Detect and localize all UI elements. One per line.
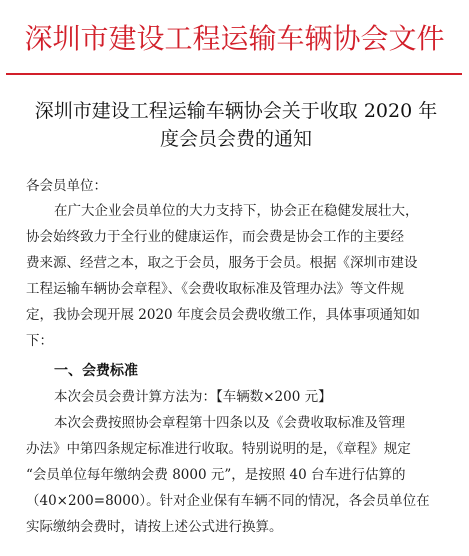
paragraph-fee-details-line: “会员单位每年缴纳会费 8000 元”，是按照 40 台车进行估算的 [26, 467, 406, 483]
paragraph-fee-details-line: 实际缴纳会费时，请按上述公式进行换算。 [26, 519, 283, 535]
paragraph-intro [26, 198, 446, 354]
document-title-line-2: 度会员会费的通知 [159, 128, 312, 150]
letterhead-divider [6, 73, 462, 75]
paragraph-intro-line: 定，我协会现开展 2020 年度会员会费收缴工作，具体事项通知如 [26, 307, 420, 323]
section-heading-fee-standard: 一、会费标准 [54, 363, 138, 379]
paragraph-fee-details-line: （40×200=8000）。针对企业保有车辆不同的情况，各会员单位在 [26, 493, 430, 509]
letterhead-title: 深圳市建设工程运输车辆协会文件 [24, 22, 445, 55]
paragraph-fee-formula-line: 本次会员会费计算方法为：【车辆数×200 元】 [54, 389, 332, 405]
paragraph-intro-line: 协会始终致力于全行业的健康运作，而会费是协会工作的主要经 [26, 229, 404, 245]
paragraph-intro-line: 在广大企业会员单位的大力支持下，协会正在稳健发展壮大， [54, 203, 419, 219]
paragraph-fee-details-line: 办法》中第四条规定标准进行收取。特别说明的是，《章程》规定 [26, 441, 411, 457]
addressee: 各会员单位： [26, 178, 107, 194]
paragraph-fee-formula [26, 384, 446, 410]
paragraph-intro-line: 工程运输车辆协会章程》、《会费收取标准及管理办法》等文件规 [26, 281, 404, 297]
paragraph-fee-details-line: 本次会费按照协会章程第十四条以及《会费收取标准及管理 [54, 415, 405, 431]
paragraph-fee-details [26, 410, 446, 540]
document-title-line-1: 深圳市建设工程运输车辆协会关于收取 2020 年 [34, 100, 438, 122]
paragraph-intro-line: 下： [26, 333, 53, 349]
document-title [26, 97, 446, 153]
paragraph-intro-line: 费来源、经营之本，取之于会员，服务于会员。根据《深圳市建设 [26, 255, 418, 271]
